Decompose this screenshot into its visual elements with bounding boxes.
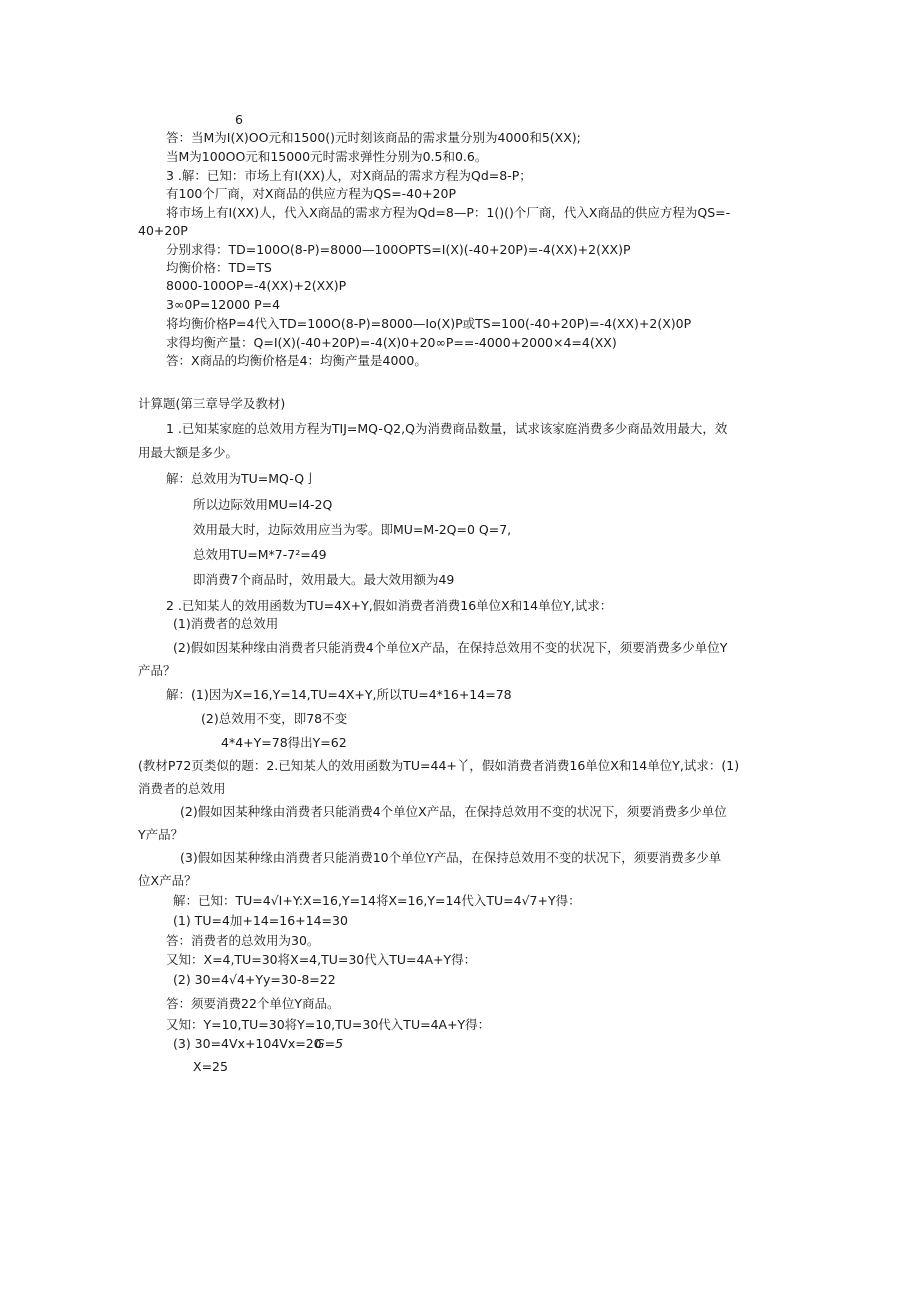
text-line: (3)假如因某种缘由消费者只能消费10个单位Y产品，在保持总效用不变的状况下，须要消费多少单 <box>180 850 722 865</box>
text-line: (1)消费者的总效用 <box>173 616 279 631</box>
text-line: 求得均衡产量：Q=I(X)(-40+20P)=-4(X)0+20∞P==-4000+2000×4=4(XX) <box>166 335 617 350</box>
text-line: (3) 30=4Vx+104Vx=20 <box>173 1036 322 1051</box>
text-line: 答：消费者的总效用为30。 <box>166 933 320 948</box>
text-line: 6 <box>235 112 243 127</box>
text-line: 4*4+Y=78得出Y=62 <box>221 735 347 750</box>
section-heading: 计算题(第三章导学及教材) <box>138 396 286 411</box>
text-line: (2)总效用不变，即78不变 <box>201 711 348 726</box>
text-line: 将市场上有I(XX)人，代入X商品的需求方程为Qd=8—P：1()()个厂商，代入X商品的供应方程为QS=- <box>166 205 731 220</box>
text-line: (教材P72页类似的题：2.已知某人的效用函数为TU=44+丫，假如消费者消费16单位X和14单位Y,试求：(1) <box>138 758 740 773</box>
text-line: 用最大额是多少。 <box>138 445 239 460</box>
text-line: (1) TU=4加+14=16+14=30 <box>173 913 348 928</box>
text-line: X=25 <box>193 1059 228 1074</box>
text-line: 有100个厂商，对X商品的供应方程为QS=-40+20P <box>166 186 457 201</box>
text-line: 3∞0P=12000 P=4 <box>166 297 281 312</box>
text-line: 产品？ <box>138 663 176 678</box>
text-line: 又知：X=4,TU=30将X=4,TU=30代入TU=4A+Y得： <box>166 952 477 967</box>
text-line: 8000-100OP=-4(XX)+2(XX)P <box>166 278 347 293</box>
text-line: 答：当M为I(X)OO元和1500()元时刻该商品的需求量分别为4000和5(XX); <box>166 130 581 145</box>
text-line: 位X产品？ <box>138 873 197 888</box>
text-line: 效用最大时，边际效用应当为零。即MU=M-2Q=0 Q=7, <box>193 522 512 537</box>
text-line: Y产品？ <box>138 827 184 842</box>
text-line: (2)假如因某种缘由消费者只能消费4个单位X产品，在保持总效用不变的状况下，须要消费多少单位Y <box>173 640 728 655</box>
text-line: (2) 30=4√4+Yy=30-8=22 <box>173 972 336 987</box>
text-line: 总效用TU=M*7-7²=49 <box>193 547 327 562</box>
text-line: 答：X商品的均衡价格是4：均衡产量是4000。 <box>166 353 427 368</box>
text-line: 消费者的总效用 <box>138 781 226 796</box>
text-line: 均衡价格：TD=TS <box>166 260 272 275</box>
text-line: 分别求得：TD=100O(8-P)=8000—100OPTS=I(X)(-40+20P)=-4(XX)+2(XX)P <box>166 242 631 257</box>
text-line: (2)假如因某种缘由消费者只能消费4个单位X产品，在保持总效用不变的状况下，须要消费多少单位 <box>180 804 727 819</box>
text-line: 将均衡价格P=4代入TD=100O(8-P)=8000—Io(X)P或TS=100(-40+20P)=-4(XX)+2(X)0P <box>166 316 692 331</box>
text-line: 当M为100OO元和15000元时需求弹性分别为0.5和0.6。 <box>166 149 488 164</box>
text-fragment-italic: G=5 <box>315 1036 344 1051</box>
text-line: 1 .已知某家庭的总效用方程为TIJ=MQ-Q2,Q为消费商品数量，试求该家庭消费多少商品效用最大，效 <box>166 421 728 436</box>
text-line: 40+20P <box>138 223 188 238</box>
text-line: 解：总效用为TU=MQ-Q亅 <box>166 471 317 486</box>
text-line: 2 .已知某人的效用函数为TU=4X+Y,假如消费者消费16单位X和14单位Y,试求： <box>166 598 613 613</box>
text-line: 所以边际效用MU=I4-2Q <box>193 497 333 512</box>
text-line: 解：已知：TU=4√I+Y:X=16,Y=14将X=16,Y=14代入TU=4√7+Y得： <box>173 893 581 908</box>
text-line: 又知：Y=10,TU=30将Y=10,TU=30代入TU=4A+Y得： <box>166 1017 491 1032</box>
text-line: 即消费7个商品时，效用最大。最大效用额为49 <box>193 572 455 587</box>
text-line: 答：须要消费22个单位Y商品。 <box>166 996 340 1011</box>
text-line: 3 .解：已知：市场上有I(XX)人，对X商品的需求方程为Qd=8-P； <box>166 168 532 183</box>
text-line: 解：(1)因为X=16,Y=14,TU=4X+Y,所以TU=4*16+14=78 <box>166 687 512 702</box>
